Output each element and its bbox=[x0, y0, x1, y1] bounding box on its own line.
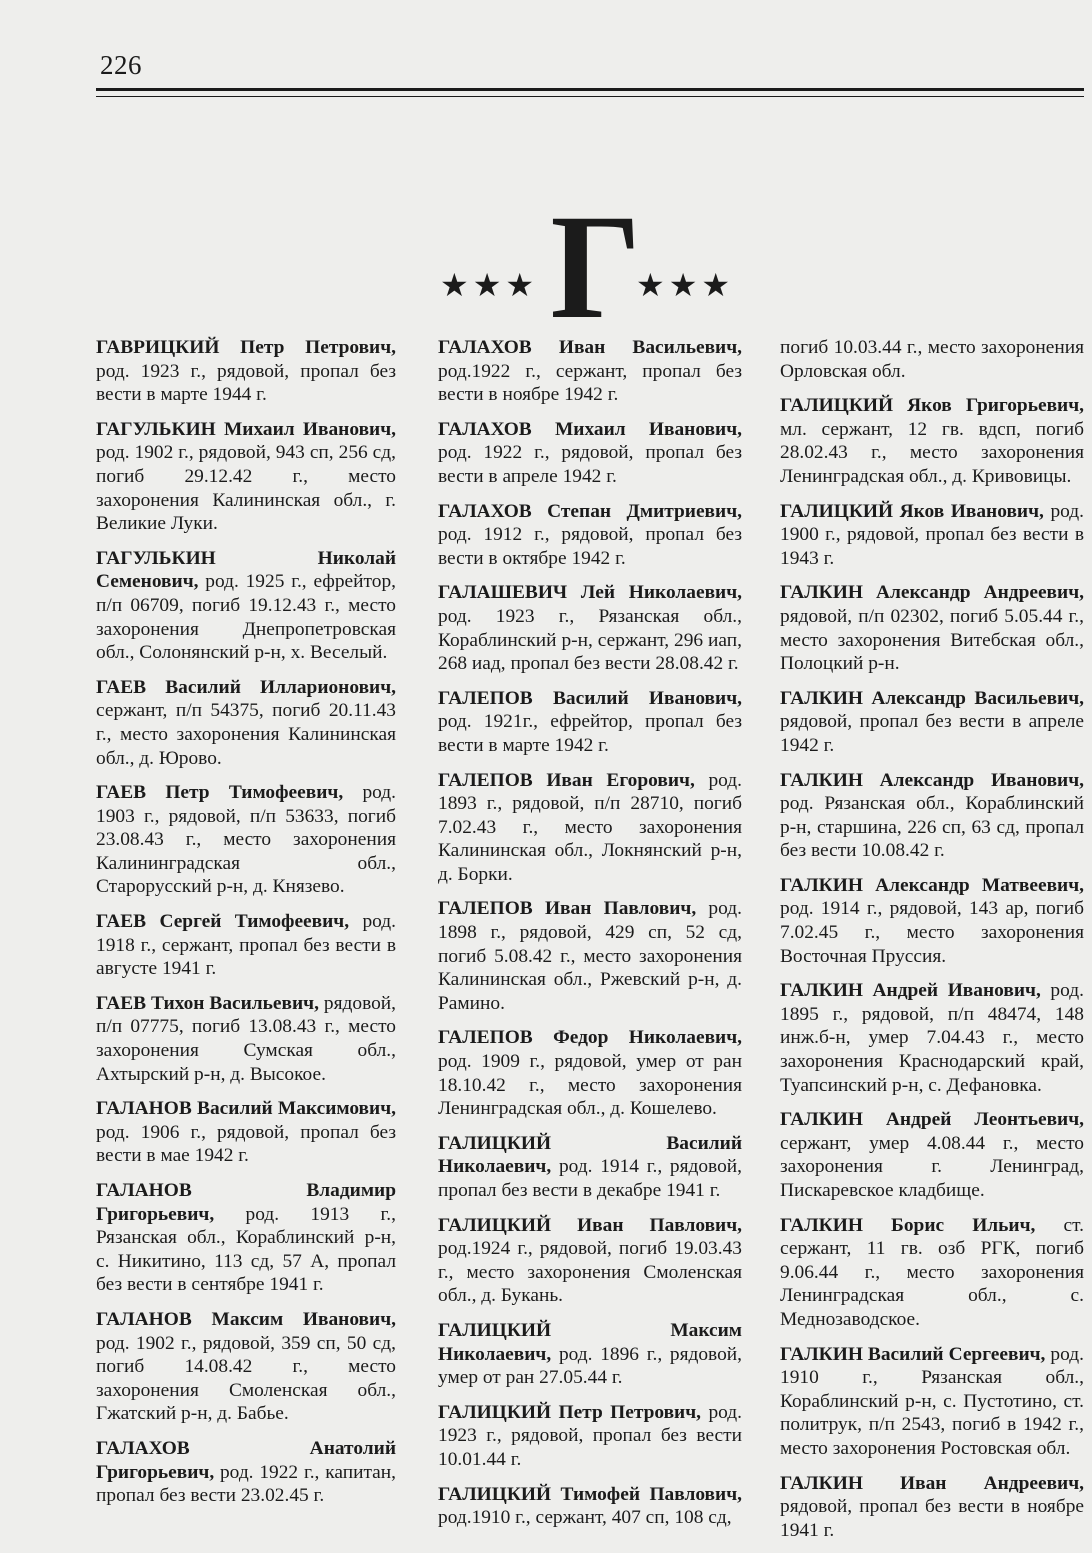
entry-details: род.1910 г., сержант, 407 сп, 108 сд, bbox=[438, 1507, 732, 1529]
entry bbox=[780, 336, 1084, 383]
entry-details: род. 1914 г., рядовой, пропал без вести в декабре 1941 г. bbox=[438, 1156, 742, 1201]
entry-details: род. 1923 г., Рязанская обл., Кораблинский р-н, сержант, 296 иап, 268 иад, пропал без вести 28.08.42 г. bbox=[438, 605, 742, 675]
entry-name: ГАЛКИН Александр Васильевич, bbox=[780, 687, 1084, 709]
entry-name: ГАЛАНОВ Василий Максимович, bbox=[96, 1098, 396, 1120]
entry bbox=[438, 687, 742, 758]
entry-name: ГАЛИЦКИЙ Иван Павлович, bbox=[438, 1214, 742, 1236]
entry-details: род. Рязанская обл., Кораблинский р-н, старшина, 226 сп, 63 сд, пропал без вести 10.08.42 г. bbox=[780, 793, 1084, 862]
entry bbox=[780, 394, 1084, 488]
entry-name: ГАЛИЦКИЙ Максим Николаевич, bbox=[438, 1319, 742, 1365]
entry-name: ГАЕВ Тихон Васильевич, bbox=[96, 992, 319, 1014]
entry bbox=[96, 676, 396, 770]
entry bbox=[780, 1108, 1084, 1202]
entry-name: ГАГУЛЬКИН Михаил Иванович, bbox=[96, 418, 396, 440]
entry bbox=[438, 1214, 742, 1308]
entry-details: род. 1922 г., капитан, пропал без вести 23.02.45 г. bbox=[96, 1461, 396, 1507]
entry-name: ГАЛЕПОВ Иван Егорович, bbox=[438, 769, 695, 791]
entry-details: рядовой, п/п 02302, погиб 5.05.44 г., место захоронения Витебская обл., Полоцкий р-н. bbox=[780, 605, 1084, 675]
entry-name: ГАЛИЦКИЙ Петр Петрович, bbox=[438, 1401, 702, 1423]
page-number: 226 bbox=[100, 50, 142, 80]
entry bbox=[96, 992, 396, 1086]
entry bbox=[780, 581, 1084, 675]
entry-name: ГАЛАХОВ Степан Дмитриевич, bbox=[438, 500, 742, 522]
entry bbox=[96, 1097, 396, 1168]
entry-name: ГАЕВ Сергей Тимофеевич, bbox=[96, 911, 350, 933]
entry bbox=[96, 336, 396, 407]
entry-name: ГАЛКИН Иван Андреевич, bbox=[780, 1472, 1084, 1494]
entry bbox=[438, 1483, 742, 1530]
entry-details: род. 1902 г., рядовой, 943 сп, 256 сд, погиб 29.12.42 г., место захоронения Калининская обл., г. Великие Луки. bbox=[96, 442, 396, 535]
entry bbox=[780, 687, 1084, 758]
header-rule-thin bbox=[96, 96, 1084, 97]
entry-name: ГАЛКИН Александр Матвеевич, bbox=[780, 874, 1084, 896]
entry-details: сержант, умер 4.08.44 г., место захоронения г. Ленинград, Пискаревское кладбище. bbox=[780, 1132, 1084, 1201]
entry-name: ГАЛКИН Александр Иванович, bbox=[780, 769, 1084, 791]
entry bbox=[438, 581, 742, 675]
section-letter: Г bbox=[550, 184, 642, 350]
entry bbox=[780, 979, 1084, 1097]
entry-details: род. 1909 г., рядовой, умер от ран 18.10.42 г., место захоронения Ленинградская обл., д. Кошелево. bbox=[438, 1051, 742, 1120]
stars-right: ★★★ bbox=[636, 267, 735, 303]
entry-details: сержант, п/п 54375, погиб 20.11.43 г., место захоронения Калининская обл., д. Юрово. bbox=[96, 700, 396, 769]
entry-details: род. 1902 г., рядовой, 359 сп, 50 сд, погиб 14.08.42 г., место захоронения Смоленская обл., Гжатский р-н, д. Бабье. bbox=[96, 1332, 396, 1425]
entry bbox=[780, 500, 1084, 571]
entry-details: род. 1914 г., рядовой, 143 ар, погиб 7.02.45 г., место захоронения Восточная Пруссия. bbox=[780, 898, 1084, 967]
entry-name: ГАЕВ Петр Тимофеевич, bbox=[96, 782, 344, 804]
entry-name: ГАЛИЦКИЙ Василий Николаевич, bbox=[438, 1132, 742, 1178]
entry-name: ГАВРИЦКИЙ Петр Петрович, bbox=[96, 337, 396, 358]
entry-name: ГАЛЕПОВ Василий Иванович, bbox=[438, 687, 742, 709]
entry bbox=[780, 1472, 1084, 1543]
entry bbox=[96, 1308, 396, 1426]
entry bbox=[438, 1132, 742, 1203]
entry-details: мл. сержант, 12 гв. вдсп, погиб 28.02.43 г., место захоронения Ленинградская обл., д. Кривовицы. bbox=[780, 418, 1084, 487]
entry-details: род. 1896 г., рядовой, умер от ран 27.05.44 г. bbox=[438, 1343, 742, 1389]
entry bbox=[438, 418, 742, 489]
entry-name: ГАЛКИН Андрей Иванович, bbox=[780, 980, 1041, 1002]
entry-details: род. 1912 г., рядовой, пропал без вести в октябре 1942 г. bbox=[438, 524, 742, 569]
entry bbox=[96, 1179, 396, 1297]
entry bbox=[96, 1437, 396, 1508]
entry-name: ГАЛИЦКИЙ Тимофей Павлович, bbox=[438, 1483, 742, 1505]
entry-details: род. 1921г., ефрейтор, пропал без вести в марте 1942 г. bbox=[438, 711, 742, 756]
entry-name: ГАЛАНОВ Владимир Григорьевич, bbox=[96, 1180, 396, 1225]
entry-name: ГАЛАХОВ Иван Васильевич, bbox=[438, 337, 742, 358]
column-1 bbox=[96, 336, 396, 1519]
entry bbox=[438, 500, 742, 571]
column-3 bbox=[780, 336, 1084, 1553]
entry bbox=[438, 1026, 742, 1120]
stars-left: ★★★ bbox=[440, 267, 539, 303]
entry-details: род. 1903 г., рядовой, п/п 53633, погиб 23.08.43 г., место захоронения Калининградская обл., Старорусский р-н, д. Князево. bbox=[96, 782, 396, 898]
entry-details: род. 1923 г., рядовой, пропал без вести в марте 1944 г. bbox=[96, 360, 396, 406]
entry-details: род. 1925 г., ефрейтор, п/п 06709, погиб 19.12.43 г., место захоронения Днепропетровская обл., Солонянский р-н, х. Веселый. bbox=[96, 571, 396, 664]
entry-details: род. 1910 г., Рязанская обл., Кораблинский р-н, с. Пустотино, ст. политрук, п/п 2543, погиб в 1942 г., место захоронения Ростовская обл. bbox=[780, 1343, 1084, 1459]
entry-name: ГАЛИЦКИЙ Яков Григорьевич, bbox=[780, 395, 1084, 417]
entry-details: род. 1893 г., рядовой, п/п 28710, погиб 7.02.43 г., место захоронения Калининская обл., Локнянский р-н, д. Борки. bbox=[438, 769, 742, 885]
entry-name: ГАЛАНОВ Максим Иванович, bbox=[96, 1308, 396, 1330]
entry bbox=[438, 769, 742, 887]
entry bbox=[438, 1401, 742, 1472]
entry bbox=[780, 1214, 1084, 1332]
entry-name: ГАЛИЦКИЙ Яков Иванович, bbox=[780, 500, 1044, 522]
column-2 bbox=[438, 336, 742, 1541]
entry-details: рядовой, пропал без вести в апреле 1942 г. bbox=[780, 711, 1084, 756]
entry-name: ГАГУЛЬКИН Николай Семенович, bbox=[96, 547, 396, 593]
entry-name: ГАЕВ Василий Илларионович, bbox=[96, 676, 396, 698]
entry-details: род.1924 г., рядовой, погиб 19.03.43 г., место захоронения Смоленская обл., д. Букань. bbox=[438, 1238, 742, 1307]
entry-details: род. 1922 г., рядовой, пропал без вести в апреле 1942 г. bbox=[438, 442, 742, 487]
entry-name: ГАЛАШЕВИЧ Лей Николаевич, bbox=[438, 582, 742, 604]
header-rule-thick bbox=[96, 88, 1084, 91]
entry bbox=[96, 547, 396, 665]
entry-name: ГАЛКИН Василий Сергеевич, bbox=[780, 1343, 1046, 1365]
entry bbox=[438, 336, 742, 407]
entry bbox=[780, 874, 1084, 968]
entry-details: род. 1900 г., рядовой, пропал без вести в 1943 г. bbox=[780, 500, 1084, 569]
entry-name: ГАЛЕПОВ Федор Николаевич, bbox=[438, 1027, 742, 1049]
entry-details: род. 1898 г., рядовой, 429 сп, 52 сд, погиб 5.08.42 г., место захоронения Калининская обл., Ржевский р-н, д. Рамино. bbox=[438, 898, 742, 1014]
entry bbox=[780, 1343, 1084, 1461]
entry bbox=[96, 781, 396, 899]
entry-name: ГАЛКИН Андрей Леонтьевич, bbox=[780, 1109, 1084, 1131]
entry-details: рядовой, п/п 07775, погиб 13.08.43 г., место захоронения Сумская обл., Ахтырский р-н, д. Высокое. bbox=[96, 992, 397, 1085]
entry-details: род. 1918 г., сержант, пропал без вести в августе 1941 г. bbox=[96, 911, 396, 980]
entry-name: ГАЛКИН Борис Ильич, bbox=[780, 1214, 1036, 1236]
entry-details: род. 1913 г., Рязанская обл., Кораблинский р-н, с. Никитино, 113 сд, 57 А, пропал без вести в сентябре 1941 г. bbox=[96, 1203, 396, 1296]
entry-details: род. 1895 г., рядовой, п/п 48474, 148 инж.б-н, умер 7.04.43 г., место захоронения Краснодарский край, Туапсинский р-н, с. Дефановка. bbox=[780, 980, 1084, 1096]
entry-name: ГАЛКИН Александр Андреевич, bbox=[780, 582, 1084, 604]
entry bbox=[780, 769, 1084, 863]
entry-details: рядовой, пропал без вести в ноябре 1941 г. bbox=[780, 1496, 1084, 1541]
entry-name: ГАЛАХОВ Михаил Иванович, bbox=[438, 418, 742, 440]
entry-name: ГАЛАХОВ Анатолий Григорьевич, bbox=[96, 1437, 396, 1483]
entry-details: род. 1906 г., рядовой, пропал без вести в мае 1942 г. bbox=[96, 1121, 396, 1167]
entry bbox=[96, 418, 396, 536]
entry-details: ст. сержант, 11 гв. озб РГК, погиб 9.06.44 г., место захоронения Ленинградская обл., с. Меднозаводское. bbox=[780, 1214, 1084, 1330]
entry-details: род.1922 г., сержант, пропал без вести в ноябре 1942 г. bbox=[438, 360, 742, 406]
entry-name: ГАЛЕПОВ Иван Павлович, bbox=[438, 898, 697, 920]
entry bbox=[438, 897, 742, 1015]
entry-details: род. 1923 г., рядовой, пропал без вести 10.01.44 г. bbox=[438, 1401, 742, 1470]
entry bbox=[438, 1319, 742, 1390]
entry-details: погиб 10.03.44 г., место захоронения Орловская обл. bbox=[780, 337, 1084, 382]
entry bbox=[96, 910, 396, 981]
